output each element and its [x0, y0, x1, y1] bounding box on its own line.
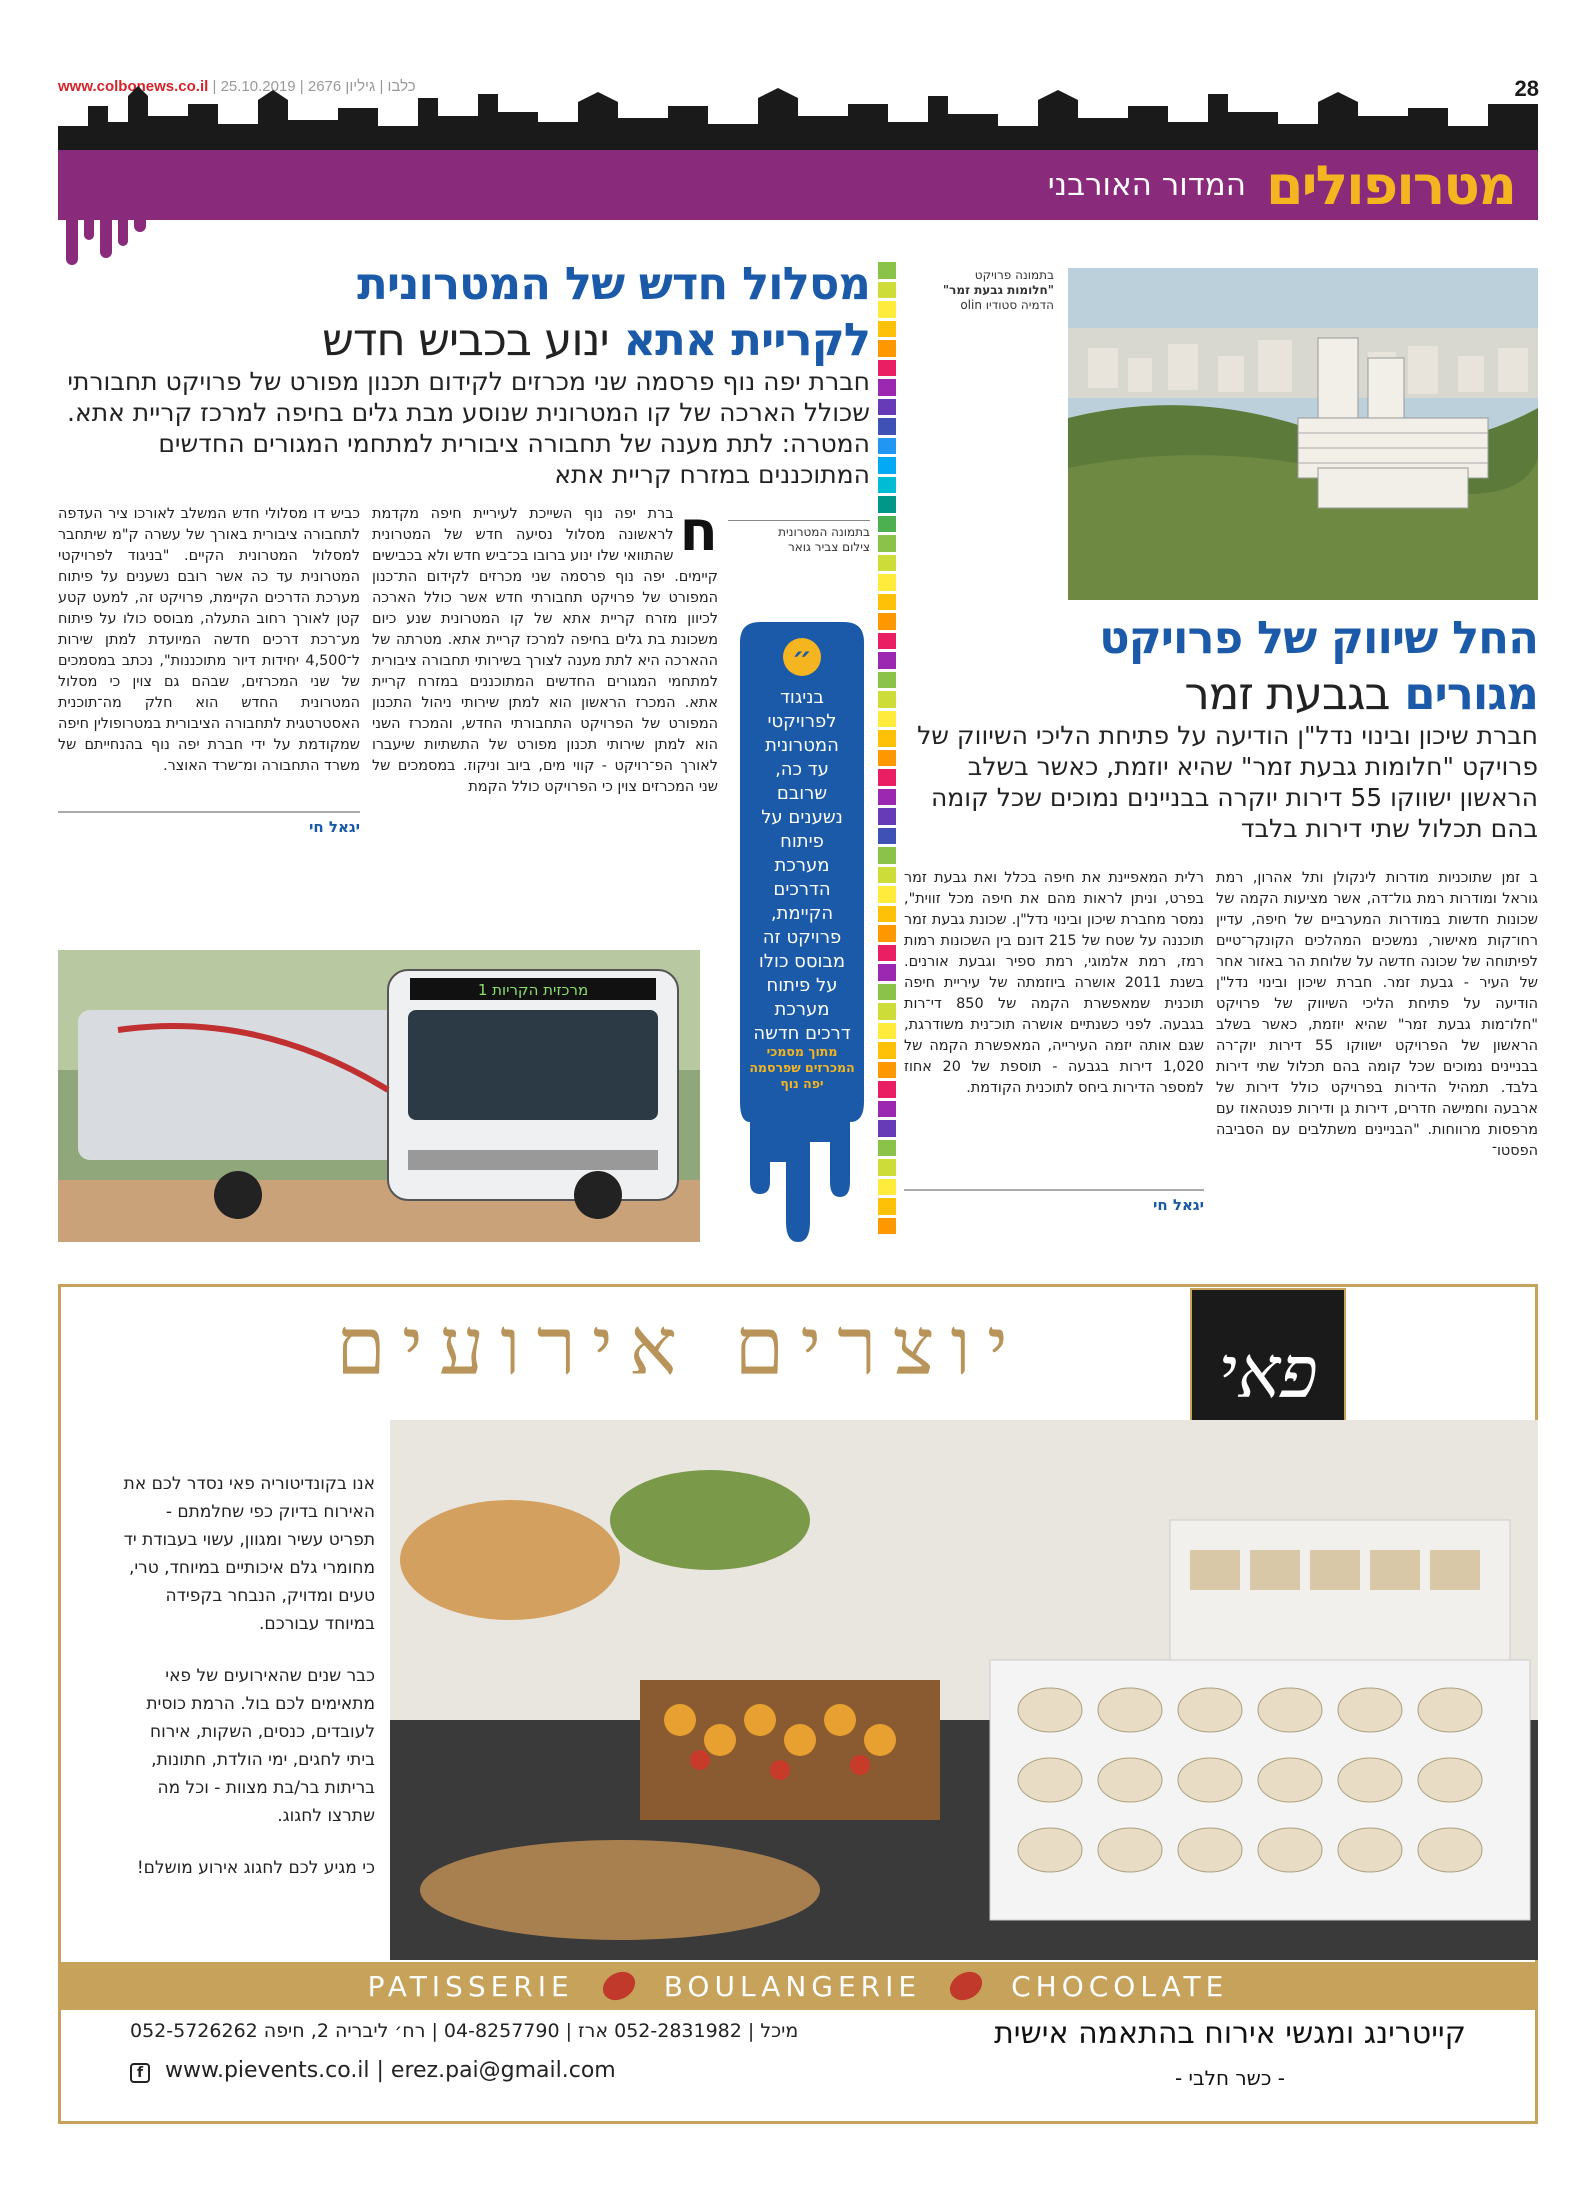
strip-swatch — [878, 262, 896, 279]
leaf-icon — [945, 1966, 987, 2006]
brand-subtitle: המדור האורבני — [1047, 167, 1246, 203]
ad-paragraph: כבר שנים שהאירועים של פאי מתאימים לכם בול. הרמת כוסית לעובדים, כנסים, השקות, אירוח ביתי לחגים, ימי הולדת, חתונות, בריתות בר/בת מצוות - וכל מה שתרצו לחגוג. — [146, 1666, 375, 1826]
strip-swatch — [878, 1062, 896, 1079]
strip-swatch — [878, 535, 896, 552]
strip-swatch — [878, 652, 896, 669]
strip-swatch — [878, 691, 896, 708]
body-column — [372, 499, 718, 798]
headline-blue: מגורים — [1404, 667, 1538, 720]
strip-swatch — [878, 847, 896, 864]
strip-swatch — [878, 984, 896, 1001]
strip-swatch — [878, 633, 896, 650]
caption-line: הדמיה סטודיו olin — [960, 298, 1054, 312]
headline-left — [58, 256, 870, 368]
body-text: ב זמן שתוכניות מודרות לינקולן ותל אהרון, רמת גוראל ומודרות רמת גול־דה, אשר מציעות הקמה של שכונות חדשות במודרות המערביים של חיפה, עדיין רחו־קות מאישור, נמשכים המהלכים הקונקר־טיים לפיתוחה של שכונה חדשה על שלוחת הר באזור אחר של העיר - גבעת זמר. חברת שיכון ובינוי נדל"ן הודיעה על פתיחת הליכי השיווק של פרויקט "חלו־מות גבעת זמר" שהיא יוזמת, כאשר בשלב הראשון של הפרויקט ישווקו 55 דירות יוק־רה בבניינים נמוכים שכל קומה בהם תכלול שתי דירות בלבד. תמהיל הדירות בפרויקט כולל דירות של ארבעה וחמישה חדרים, דירות גן ודירות פנטהאוז עם מרפסות מרווחות. "הבניינים משתלבים עם הסביבה הפסטו־ — [1216, 870, 1538, 1159]
ad-kosher: - כשר חלבי - — [1174, 2066, 1285, 2090]
body-text: רלית המאפיינת את חיפה בכלל ואת גבעת זמר בפרט, וניתן לראות מהם את חיפה מכל זווית", נמסר מחברת שיכון ובינוי נדל"ן. שכונת גבעת זמר תוכננה על שטח של 215 דונם בין השכונות רמות רמז, רמת אלמוגי, רמת ספיר וגבעת אורנים. בשנת 2011 אושרה ביוזמתה של עיריית חיפה תוכנית שמאפשרת הקמה של 850 די־רות בגבעה. לפני כשנתיים אושרה תוכ־נית משודרגת, שגם אותה יזמה העירייה, המאפשרת הקמה של 1,020 דירות בגבעה - תוספת של 20 אחוז למספר הדירות ביחס לתוכנית הקודמת. — [904, 870, 1205, 1096]
leaf-icon — [597, 1966, 639, 2006]
city-skyline-graphic — [58, 86, 1538, 150]
issue-meta: | כלבו | גיליון 2676 | 25.10.2019 — [212, 78, 416, 95]
strip-swatch — [878, 1003, 896, 1020]
strip-swatch — [878, 1179, 896, 1196]
strip-swatch — [878, 1140, 896, 1157]
ad-gold-band — [60, 1962, 1536, 2010]
caption-line: "חלומות גבעת זמר" — [942, 283, 1054, 297]
strip-swatch — [878, 613, 896, 630]
strip-swatch — [878, 964, 896, 981]
pull-quote-source: מתוך מסמכי המכרזים שפרסמה יפה נוף — [749, 1044, 855, 1091]
strip-swatch — [878, 418, 896, 435]
byline: יגאל חי — [308, 818, 360, 836]
web-email-line[interactable]: www.pievents.co.il | erez.pai@gmail.com — [165, 2058, 616, 2083]
ad-paragraph: כי מגיע לכם לחגוג אירוע מושלם! — [136, 1858, 375, 1878]
strip-swatch — [878, 925, 896, 942]
strip-swatch — [878, 340, 896, 357]
strip-swatch — [878, 769, 896, 786]
phone-line[interactable]: 052-5726262 מיכל | 052-2831982 ארז | 04-8257790 | רח׳ ליבריה 2, חיפה — [130, 2020, 799, 2042]
strip-swatch — [878, 886, 896, 903]
strip-swatch — [878, 1081, 896, 1098]
site-url[interactable]: www.colbonews.co.il — [58, 78, 209, 95]
strip-swatch — [878, 360, 896, 377]
caption-line: בתמונה פרויקט — [974, 268, 1054, 282]
strip-swatch — [878, 750, 896, 767]
catering-food-photo — [390, 1420, 1538, 1960]
body-text: כביש דו מסלולי חדש המשלב לאורכו ציר העדפה לתחבורה ציבורית באורך של עשרה ק"מ שיתחבר למסלול המטרונית הקיים. "בניגוד לפרויקטי המטרונית עד כה אשר רובם נשענים על פיתוח מערכת הדרכים הקיימת, פרויקט זה, למעט קטע קטן לאורך רחוב התעלה, מבוסס כולו על פיתוח מע־רכת דרכים חדשה המיועדת למתן שירות ל־4,500 יחידות דיור מתוכננות", נכתב במסמכים של שני המכרזים, שבהם גם צוין כי מסלול המטרונית החדש הוא חלק מה־תוכנית האסטרטגית לתחבורה הציבורית במטרופולין חיפה שמקודמת על ידי חברת יפה נוף בהנחייתם של משרד התחבורה ומ־שרד האוצר. — [58, 506, 360, 774]
strip-swatch — [878, 1101, 896, 1118]
ad-tagline: קייטרינג ומגשי אירוח בהתאמה אישית — [994, 2016, 1466, 2051]
caption-line: בתמונה המטרונית — [778, 525, 870, 539]
headline-blue: לקריית אתא — [623, 313, 870, 366]
strip-swatch — [878, 574, 896, 591]
strip-swatch — [878, 1198, 896, 1215]
bus-destination-sign: 1 מרכזית הקריות — [477, 981, 589, 999]
headline-dark: ינוע בכביש חדש — [321, 313, 609, 366]
strip-swatch — [878, 808, 896, 825]
strip-swatch — [878, 555, 896, 572]
strip-swatch — [878, 321, 896, 338]
strip-swatch — [878, 282, 896, 299]
strip-swatch — [878, 438, 896, 455]
strip-swatch — [878, 1218, 896, 1235]
headline-line: החל שיווק של פרויקט — [1099, 611, 1538, 664]
color-strip-divider — [878, 262, 896, 1237]
body-text: ברת יפה נוף השייכת לעיריית חיפה מקדמת לראשונה מסלול נסיעה חדש של המטרונית שהתוואי שלו ינוע ברובו בכ־ביש חדש ולא בכבישים קיימים. יפה נוף פרסמה שני מכרזים לקידום הת־כנון המפורט של פרויקט תחבורתי חדש אשר כולל הארכה לכיוון מזרח קריית אתא של קו המטרונית שנע כיום משכונת בת גלים בחיפה למרכז קריית אתא. מטרתה של ההארכה היא לתת מענה לצורך בשירותי תחבורה ציבורית למתחמי המגורים החדשים המתוכננים במזרח קריית אתא. המכרז הראשון הוא למתן שירותי ניהול התכנון המפורט של הפרויקט התחבורתי החדש, והמכרז השני הוא למתן שירותי תכנון מפורט של התשתיות שיעברו לאורך הפ־רויקט - קווי מים, ביוב וניקוז. במסמכים של שני המכרזים צוין כי הפרויקט כולל הקמת — [372, 506, 718, 795]
lead-left: חברת יפה נוף פרסמה שני מכרזים לקידום תכנון מפורט של פרויקט תחבורתי שכולל הארכה של קו המטרונית שנוסע מבת גלים בחיפה למרכז קריית אתא. המטרה: לתת מענה של תחבורה ציבורית למתחמי המגורים החדשים המתוכננים במזרח קריית אתא — [67, 367, 870, 489]
strip-swatch — [878, 516, 896, 533]
drip-decoration — [58, 150, 168, 270]
body-column — [904, 868, 1204, 1214]
facebook-icon[interactable]: f — [130, 2063, 150, 2083]
strip-swatch — [878, 457, 896, 474]
strip-swatch — [878, 594, 896, 611]
ad-contacts — [130, 2020, 950, 2042]
lead-right: חברת שיכון ובינוי נדל"ן הודיעה על פתיחת הליכי השיווק של פרויקט "חלומות גבעת זמר" שהיא יוזמת, כאשר בשלב הראשון ישווקו 55 דירות יוקרה בבניינים נמוכים שכל קומה בהם תכלול שתי דירות בלבד — [917, 721, 1538, 843]
pull-quote-text: בניגוד לפרויקטי המטרונית עד כה, שרובם נשענים על פיתוח מערכת הדרכים הקיימת, פרויקט זה מבוסס כולו על פיתוח מערכת דרכים חדשה — [753, 687, 851, 1044]
strip-swatch — [878, 379, 896, 396]
headline-dark: בגבעת זמר — [1184, 667, 1390, 720]
strip-swatch — [878, 828, 896, 845]
strip-swatch — [878, 1042, 896, 1059]
strip-swatch — [878, 945, 896, 962]
photo-caption-right — [904, 268, 1054, 313]
ad-body-copy — [120, 1470, 375, 1906]
logo-text: פאי — [1218, 1330, 1318, 1414]
photo-caption-left — [728, 520, 870, 555]
strip-swatch — [878, 1120, 896, 1137]
brand-name: מטרופולים — [1265, 153, 1515, 217]
body-column — [58, 504, 360, 836]
strip-swatch — [878, 477, 896, 494]
strip-swatch — [878, 711, 896, 728]
strip-swatch — [878, 672, 896, 689]
strip-swatch — [878, 1023, 896, 1040]
band-word: CHOCOLATE — [1011, 1969, 1229, 2003]
page-number: 28 — [1514, 76, 1539, 101]
strip-swatch — [878, 1159, 896, 1176]
strip-swatch — [878, 496, 896, 513]
headline-line: מסלול חדש של המטרונית — [357, 257, 870, 310]
ad-title: יוצרים אירועים — [336, 1300, 1024, 1393]
band-word: PATISSERIE — [367, 1969, 574, 2003]
byline: יגאל חי — [1152, 1196, 1204, 1214]
strip-swatch — [878, 906, 896, 923]
band-word: BOULANGERIE — [663, 1969, 922, 2003]
strip-swatch — [878, 730, 896, 747]
strip-swatch — [878, 301, 896, 318]
headline-right — [904, 610, 1538, 722]
project-rendering-photo — [1068, 268, 1538, 600]
caption-line: צילום צביר גואר — [787, 540, 870, 554]
strip-swatch — [878, 399, 896, 416]
ad-web — [130, 2058, 950, 2083]
ad-paragraph: אנו בקונדיטוריה פאי נסדר לכם את האירוח בדיוק כפי שחלמתם - תפריט עשיר ומגוון, עשוי בעבודת יד מחומרי גלם איכותיים במיוחד, טרי, טעים ומדויק, הנבחר בקפידה במיוחד עבורכם. — [123, 1474, 375, 1634]
quote-mark-icon: ״ — [783, 638, 821, 676]
section-brand — [1048, 150, 1515, 220]
metronit-bus-photo — [58, 950, 700, 1242]
drop-cap: ח — [679, 499, 718, 564]
strip-swatch — [878, 867, 896, 884]
body-column — [1216, 868, 1538, 1162]
strip-swatch — [878, 789, 896, 806]
